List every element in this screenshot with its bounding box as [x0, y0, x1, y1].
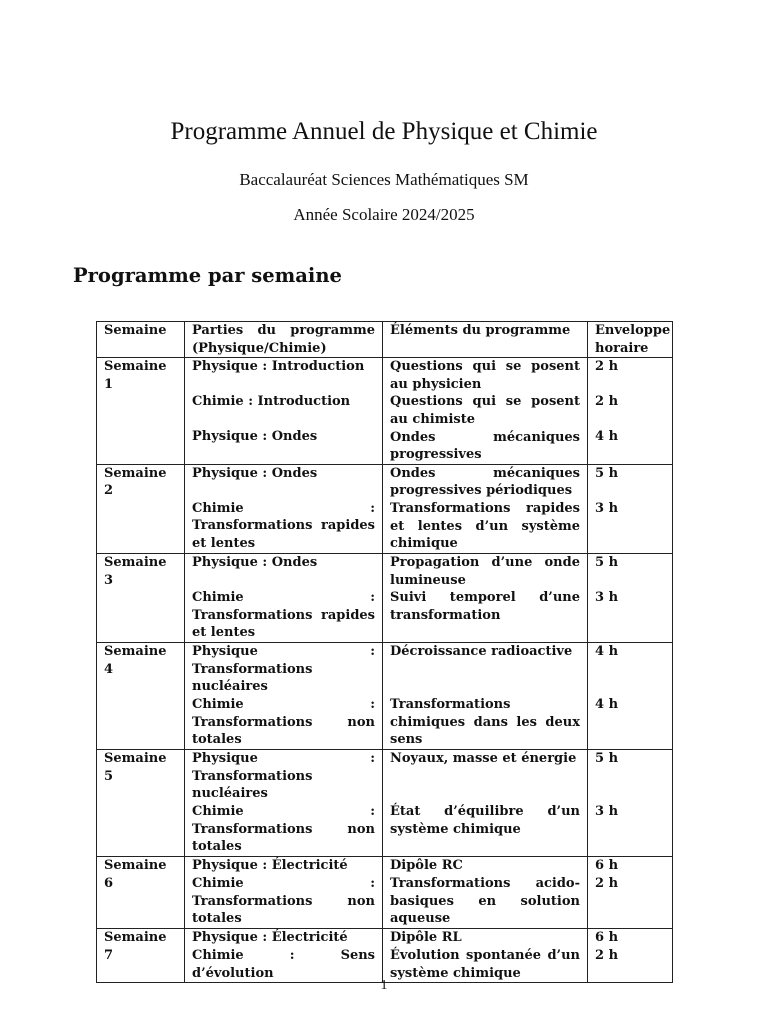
part-entry: Chimie : Sens d’évolution	[192, 948, 375, 981]
element-cell	[383, 464, 588, 553]
column-header-hours: Enveloppe horaire	[588, 322, 673, 358]
hours-entry: 2 h	[595, 948, 619, 964]
part-cell	[185, 358, 383, 465]
part-entry: Physique : Électricité	[192, 930, 348, 946]
part-entry: Chimie : Transformations non totales	[192, 876, 375, 927]
hours-entry: 5 h	[595, 751, 619, 767]
weekly-program-table	[96, 321, 673, 983]
part-entry: Chimie : Transformations non totales	[192, 804, 375, 855]
hours-cell	[588, 553, 673, 642]
element-entry: Dipôle RL	[390, 930, 462, 946]
table-row	[97, 857, 673, 929]
hours-entry: 5 h	[595, 465, 619, 481]
column-header-elements: Éléments du programme	[383, 322, 588, 358]
part-entry: Physique : Introduction	[192, 359, 365, 375]
table-row	[97, 553, 673, 642]
hours-cell	[588, 464, 673, 553]
element-entry: Noyaux, masse et énergie	[390, 751, 577, 767]
column-header-parts: Parties du programme (Physique/Chimie)	[185, 322, 383, 358]
element-entry: Dipôle RC	[390, 858, 463, 874]
part-entry: Chimie : Transformations non totales	[192, 697, 375, 748]
hours-entry: 2 h	[595, 876, 619, 892]
table-body	[97, 358, 673, 983]
week-cell: Semaine 4	[97, 643, 185, 750]
week-cell: Semaine 6	[97, 857, 185, 929]
hours-entry: 3 h	[595, 589, 619, 605]
part-cell	[185, 750, 383, 857]
part-entry: Physique : Transformations nucléaires	[192, 644, 375, 695]
week-cell: Semaine 5	[97, 750, 185, 857]
part-entry: Chimie : Transformations rapides et lentes	[192, 589, 375, 641]
element-entry: Transformations acido-basiques en solution aqueuse	[390, 876, 580, 927]
part-entry: Physique : Transformations nucléaires	[192, 751, 375, 802]
document-title: Programme Annuel de Physique et Chimie	[170, 118, 598, 145]
hours-entry: 3 h	[595, 804, 619, 820]
element-entry: Décroissance radioactive	[390, 644, 573, 660]
element-entry: Propagation d’une onde lumineuse	[390, 554, 580, 588]
hours-entry: 4 h	[595, 697, 619, 713]
part-entry: Physique : Ondes	[192, 429, 318, 445]
week-cell: Semaine 7	[97, 929, 185, 983]
school-year: Année Scolaire 2024/2025	[293, 205, 475, 224]
hours-entry: 5 h	[595, 554, 619, 570]
element-cell	[383, 358, 588, 465]
hours-entry: 4 h	[595, 644, 619, 660]
part-cell	[185, 857, 383, 929]
element-entry: Suivi temporel d’une transformation	[390, 590, 580, 623]
hours-cell	[588, 929, 673, 983]
element-cell	[383, 643, 588, 750]
column-header-week: Semaine	[97, 322, 185, 358]
table-row	[97, 643, 673, 750]
element-entry: Transformations rapides et lentes d’un système chimique	[390, 500, 580, 552]
element-cell	[383, 857, 588, 929]
hours-cell	[588, 857, 673, 929]
hours-entry: 2 h	[595, 394, 619, 410]
element-cell	[383, 553, 588, 642]
part-cell	[185, 929, 383, 983]
element-entry: État d’équilibre d’un système chimique	[390, 804, 580, 837]
section-heading: Programme par semaine	[73, 264, 342, 287]
table-row	[97, 750, 673, 857]
table-row	[97, 464, 673, 553]
element-cell	[383, 929, 588, 983]
hours-entry: 4 h	[595, 429, 619, 445]
part-entry: Physique : Ondes	[192, 554, 318, 570]
element-entry: Évolution spontanée d’un système chimique	[390, 948, 580, 981]
part-entry: Physique : Ondes	[192, 465, 318, 481]
part-cell	[185, 553, 383, 642]
table-row	[97, 358, 673, 465]
element-entry: Ondes mécaniques progressives périodiques	[390, 465, 580, 499]
part-entry: Chimie : Introduction	[192, 394, 351, 410]
element-entry: Transformations chimiques dans les deux sens	[390, 697, 580, 748]
hours-cell	[588, 750, 673, 857]
hours-cell	[588, 358, 673, 465]
element-entry: Questions qui se posent au chimiste	[390, 394, 580, 427]
hours-entry: 2 h	[595, 359, 619, 375]
part-entry: Physique : Électricité	[192, 858, 348, 874]
table-row	[97, 929, 673, 983]
part-entry: Chimie : Transformations rapides et lentes	[192, 500, 375, 551]
table-header-row	[97, 322, 673, 358]
document-subtitle: Baccalauréat Sciences Mathématiques SM	[239, 170, 529, 189]
hours-entry: 6 h	[595, 930, 619, 946]
element-cell	[383, 750, 588, 857]
hours-cell	[588, 643, 673, 750]
part-cell	[185, 464, 383, 553]
element-entry: Ondes mécaniques progressives	[390, 429, 580, 463]
hours-entry: 3 h	[595, 500, 619, 516]
week-cell: Semaine 2	[97, 464, 185, 553]
week-cell: Semaine 3	[97, 553, 185, 642]
part-cell	[185, 643, 383, 750]
element-entry: Questions qui se posent au physicien	[390, 359, 580, 392]
hours-entry: 6 h	[595, 858, 619, 874]
page-number: 1	[380, 978, 388, 993]
week-cell: Semaine 1	[97, 358, 185, 465]
